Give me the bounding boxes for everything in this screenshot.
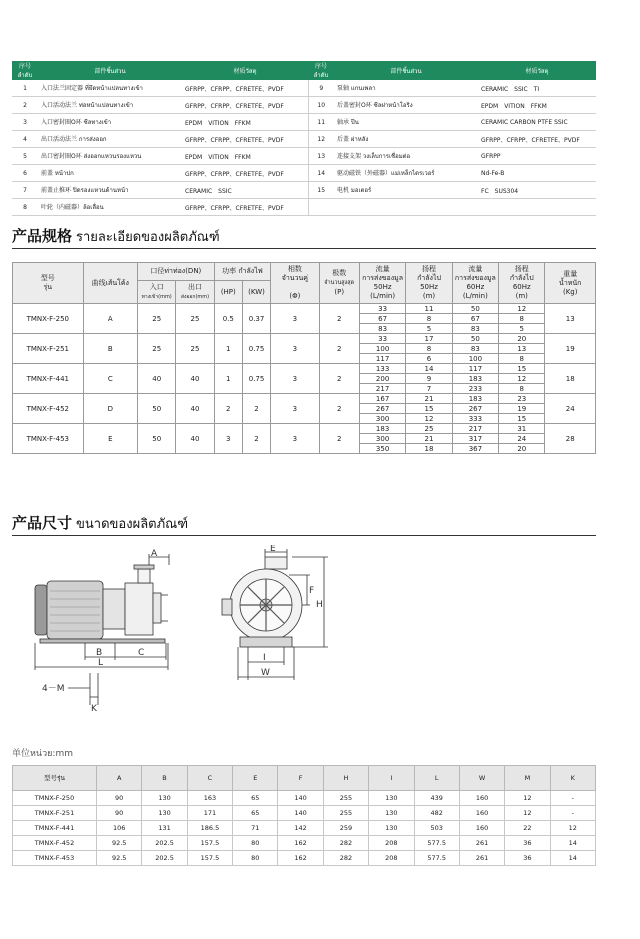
dims-model: TMNX-F-250 <box>13 791 97 806</box>
spec-flow-60hz: 100 <box>452 354 498 364</box>
spec-flow-60hz: 117 <box>452 364 498 374</box>
dims-header: H <box>323 766 368 791</box>
spec-head-50hz: 21 <box>406 434 452 444</box>
spec-kw: 0.75 <box>242 364 270 394</box>
table-row <box>12 182 596 199</box>
spec-flow-50hz: 267 <box>359 404 405 414</box>
dims-header: 型号รุ่น <box>13 766 97 791</box>
dims-value: 14 <box>550 836 595 851</box>
dims-value: 171 <box>187 806 232 821</box>
part-number: 15 <box>308 182 334 199</box>
spec-out: 25 <box>176 304 214 334</box>
spec-flow-60hz: 367 <box>452 444 498 454</box>
dims-value: 160 <box>459 821 504 836</box>
spec-kw: 0.37 <box>242 304 270 334</box>
part-number: 8 <box>12 199 38 216</box>
spec-hp: 1 <box>214 334 242 364</box>
part-material: GFRPP、CFRPP、CFRETFE、PVDF <box>182 97 308 114</box>
dims-value: 90 <box>97 791 142 806</box>
spec-header-flow60: 流量 การส่งของมูล 60Hz (L/min) <box>452 263 498 304</box>
dim-label-a: A <box>151 549 158 559</box>
empty-cell <box>308 199 334 216</box>
spec-head-50hz: 15 <box>406 404 452 414</box>
dims-value: 12 <box>550 821 595 836</box>
spec-flow-60hz: 183 <box>452 374 498 384</box>
spec-model: TMNX-F-250 <box>13 304 84 334</box>
part-number: 10 <box>308 97 334 114</box>
spec-header-curve: 曲线เส้นโค้ง <box>83 263 137 304</box>
dims-value: 160 <box>459 806 504 821</box>
spec-weight: 18 <box>545 364 596 394</box>
spec-head-60hz: 13 <box>499 344 545 354</box>
spec-head-50hz: 17 <box>406 334 452 344</box>
spec-header-dn: 口径ท่าท่อง(DN) <box>138 263 215 281</box>
spec-in: 50 <box>138 394 176 424</box>
spec-head-60hz: 12 <box>499 374 545 384</box>
spec-model: TMNX-F-452 <box>13 394 84 424</box>
spec-head-60hz: 31 <box>499 424 545 434</box>
table-row <box>13 806 596 821</box>
part-name: 轴承 ปีน <box>334 114 478 131</box>
spec-header-hp: (HP) <box>214 281 242 304</box>
spec-flow-50hz: 100 <box>359 344 405 354</box>
part-material: GFRPP、CFRPP、CFRETFE、PVDF <box>182 165 308 182</box>
dims-value: 186.5 <box>187 821 232 836</box>
spec-head-50hz: 6 <box>406 354 452 364</box>
part-number: 11 <box>308 114 334 131</box>
part-material: FC SUS304 <box>478 182 596 199</box>
spec-head-60hz: 20 <box>499 334 545 344</box>
spec-weight: 24 <box>545 394 596 424</box>
spec-pole: 2 <box>319 424 359 454</box>
dims-value: 202.5 <box>142 836 187 851</box>
dims-value: 130 <box>369 791 414 806</box>
spec-head-50hz: 5 <box>406 324 452 334</box>
dims-value: 106 <box>97 821 142 836</box>
spec-out: 40 <box>176 394 214 424</box>
spec-head-60hz: 20 <box>499 444 545 454</box>
spec-model: TMNX-F-251 <box>13 334 84 364</box>
dims-table <box>12 765 596 866</box>
empty-cell <box>334 199 478 216</box>
dims-header: C <box>187 766 232 791</box>
spec-row <box>13 304 596 314</box>
header-part: 部件ชิ้นส่วน <box>334 61 478 80</box>
spec-flow-60hz: 83 <box>452 324 498 334</box>
dims-value: 577.5 <box>414 836 459 851</box>
spec-out: 40 <box>176 424 214 454</box>
part-number: 9 <box>308 80 334 97</box>
spec-flow-50hz: 300 <box>359 434 405 444</box>
part-name: 后盖密封O环 ซีลฝาหน้าโอริง <box>334 97 478 114</box>
side-view <box>35 549 169 714</box>
spec-flow-60hz: 83 <box>452 344 498 354</box>
spec-pole: 2 <box>319 334 359 364</box>
spec-flow-50hz: 217 <box>359 384 405 394</box>
spec-head-50hz: 8 <box>406 344 452 354</box>
spec-head-60hz: 15 <box>499 414 545 424</box>
table-row <box>13 836 596 851</box>
dims-value: 255 <box>323 806 368 821</box>
part-name: 前盖 หน้าปก <box>38 165 182 182</box>
part-number: 12 <box>308 131 334 148</box>
spec-flow-60hz: 183 <box>452 394 498 404</box>
dims-value: 130 <box>369 821 414 836</box>
spec-in: 40 <box>138 364 176 394</box>
spec-pole: 2 <box>319 304 359 334</box>
spec-table <box>12 262 596 454</box>
part-name: 入口活动法兰 ท่อหน้าแปลนทางเข้า <box>38 97 182 114</box>
spec-flow-60hz: 50 <box>452 334 498 344</box>
dims-value: 71 <box>233 821 278 836</box>
dims-value: 92.5 <box>97 836 142 851</box>
dims-value: 160 <box>459 791 504 806</box>
spec-head-60hz: 8 <box>499 314 545 324</box>
spec-head-50hz: 8 <box>406 314 452 324</box>
part-material: GFRPP、CFRPP、CFRETFE、PVDF <box>182 131 308 148</box>
part-name: 电机 มอเตอร์ <box>334 182 478 199</box>
spec-curve: A <box>83 304 137 334</box>
spec-flow-50hz: 33 <box>359 304 405 314</box>
dims-value: 162 <box>278 836 323 851</box>
spec-flow-50hz: 167 <box>359 394 405 404</box>
dims-header: B <box>142 766 187 791</box>
parts-header-row <box>12 61 596 80</box>
part-number: 3 <box>12 114 38 131</box>
header-part: 部件ชิ้นส่วน <box>38 61 182 80</box>
part-number: 14 <box>308 165 334 182</box>
dims-value: 140 <box>278 791 323 806</box>
table-row <box>13 821 596 836</box>
dims-value: 22 <box>505 821 550 836</box>
spec-head-60hz: 19 <box>499 404 545 414</box>
spec-kw: 0.75 <box>242 334 270 364</box>
part-material: GFRPP、CFRPP、CFRETFE、PVDF <box>478 131 596 148</box>
dims-value: 282 <box>323 836 368 851</box>
spec-flow-50hz: 300 <box>359 414 405 424</box>
spec-model: TMNX-F-453 <box>13 424 84 454</box>
spec-head-60hz: 8 <box>499 384 545 394</box>
spec-header-weight: 重量 น้ำหนัก (Kg) <box>545 263 596 304</box>
section-divider <box>12 248 596 249</box>
header-no: 序号ลำดับ <box>308 61 334 80</box>
pump-dimension-drawing <box>10 545 350 715</box>
dims-header: M <box>505 766 550 791</box>
spec-hp: 2 <box>214 394 242 424</box>
part-material: CERAMIC SSIC <box>182 182 308 199</box>
table-row <box>13 791 596 806</box>
part-name: 出口密封圈O环 ส่งออกแหวนรองแหวน <box>38 148 182 165</box>
dims-value: 157.5 <box>187 851 232 866</box>
dims-value: 162 <box>278 851 323 866</box>
part-name: 驱动磁铁（外磁器）แม่เหล็กไดรเวอร์ <box>334 165 478 182</box>
spec-flow-60hz: 317 <box>452 434 498 444</box>
spec-head-50hz: 12 <box>406 414 452 424</box>
dims-value: 12 <box>505 806 550 821</box>
spec-hp: 0.5 <box>214 304 242 334</box>
spec-in: 25 <box>138 304 176 334</box>
spec-curve: B <box>83 334 137 364</box>
spec-curve: D <box>83 394 137 424</box>
part-number: 4 <box>12 131 38 148</box>
dim-label-h: H <box>316 600 323 610</box>
dims-header: E <box>233 766 278 791</box>
spec-hp: 1 <box>214 364 242 394</box>
part-name: 出口活动法兰 การส่งออก <box>38 131 182 148</box>
dims-value: 282 <box>323 851 368 866</box>
spec-head-50hz: 7 <box>406 384 452 394</box>
spec-head-50hz: 9 <box>406 374 452 384</box>
spec-curve: C <box>83 364 137 394</box>
spec-phase: 3 <box>271 364 319 394</box>
dims-value: 80 <box>233 851 278 866</box>
table-row <box>12 165 596 182</box>
dims-value: 261 <box>459 836 504 851</box>
dims-value: 439 <box>414 791 459 806</box>
dims-header: A <box>97 766 142 791</box>
spec-header-outlet: 出口 ส่งออก(mm) <box>176 281 214 304</box>
dims-value: 202.5 <box>142 851 187 866</box>
spec-out: 40 <box>176 364 214 394</box>
spec-header-model: 型号 รุ่น <box>13 263 84 304</box>
spec-head-60hz: 15 <box>499 364 545 374</box>
table-row <box>12 148 596 165</box>
table-row <box>12 97 596 114</box>
dims-model: TMNX-F-452 <box>13 836 97 851</box>
spec-head-50hz: 14 <box>406 364 452 374</box>
dims-header: K <box>550 766 595 791</box>
dims-value: 259 <box>323 821 368 836</box>
dim-label-c: C <box>138 648 145 658</box>
table-row <box>12 80 596 97</box>
dim-label-k: K <box>91 704 97 714</box>
dim-label-i: I <box>263 653 266 663</box>
unit-label: 单位หน่วย:mm <box>12 749 73 759</box>
dims-value: 130 <box>142 791 187 806</box>
part-name: 叶轮（内磁器）ล้อเลื่อน <box>38 199 182 216</box>
spec-title <box>12 225 220 247</box>
dim-label-e: E <box>270 545 276 554</box>
spec-flow-50hz: 117 <box>359 354 405 364</box>
spec-row <box>13 364 596 374</box>
part-number: 13 <box>308 148 334 165</box>
spec-model: TMNX-F-441 <box>13 364 84 394</box>
dims-value: - <box>550 791 595 806</box>
spec-flow-50hz: 83 <box>359 324 405 334</box>
dims-value: 208 <box>369 851 414 866</box>
part-number: 2 <box>12 97 38 114</box>
part-name: 入口法兰固定器 ที่ยึดหน้าแปลนทางเข้า <box>38 80 182 97</box>
part-number: 5 <box>12 148 38 165</box>
dim-label-m: 4－M <box>42 684 65 694</box>
spec-phase: 3 <box>271 304 319 334</box>
spec-header-kw: (KW) <box>242 281 270 304</box>
spec-row <box>13 424 596 434</box>
part-material: GFRPP、CFRPP、CFRETFE、PVDF <box>182 199 308 216</box>
dim-label-b: B <box>96 648 103 658</box>
dims-model: TMNX-F-251 <box>13 806 97 821</box>
part-material: Nd-Fe-B <box>478 165 596 182</box>
spec-head-60hz: 8 <box>499 354 545 364</box>
spec-title-cn: 产品规格 <box>12 227 73 245</box>
spec-head-60hz: 23 <box>499 394 545 404</box>
part-material: CERAMIC CARBON PTFE SSIC <box>478 114 596 131</box>
spec-header-head60: 扬程 กำลังไป 60Hz (m) <box>499 263 545 304</box>
dims-value: 14 <box>550 851 595 866</box>
part-material: EPDM VITION FFKM <box>182 148 308 165</box>
spec-weight: 13 <box>545 304 596 334</box>
dims-value: 65 <box>233 791 278 806</box>
dims-model: TMNX-F-441 <box>13 821 97 836</box>
spec-row <box>13 334 596 344</box>
dims-value: 131 <box>142 821 187 836</box>
dims-title <box>12 512 188 534</box>
spec-flow-50hz: 183 <box>359 424 405 434</box>
section-divider <box>12 535 596 536</box>
spec-flow-60hz: 50 <box>452 304 498 314</box>
spec-head-50hz: 18 <box>406 444 452 454</box>
dims-value: 255 <box>323 791 368 806</box>
spec-head-50hz: 21 <box>406 394 452 404</box>
spec-header-pole: 极数 จำนวนสูงสุด (P) <box>319 263 359 304</box>
dims-value: 92.5 <box>97 851 142 866</box>
part-name: 入口密封圈O环 ซีลทางเข้า <box>38 114 182 131</box>
part-number: 7 <box>12 182 38 199</box>
dims-title-th: ขนาดของผลิตภัณฑ์ <box>76 517 189 532</box>
part-name: 泵轴 แกนเพลา <box>334 80 478 97</box>
dims-header: F <box>278 766 323 791</box>
table-row <box>12 199 596 216</box>
spec-flow-50hz: 133 <box>359 364 405 374</box>
dims-value: 503 <box>414 821 459 836</box>
spec-head-60hz: 12 <box>499 304 545 314</box>
dim-label-w: W <box>261 668 270 678</box>
spec-phase: 3 <box>271 334 319 364</box>
part-material: GFRPP <box>478 148 596 165</box>
part-name: 后盖 ฝาหลัง <box>334 131 478 148</box>
dims-value: 140 <box>278 806 323 821</box>
dims-value: 12 <box>505 791 550 806</box>
spec-phase: 3 <box>271 394 319 424</box>
dims-value: - <box>550 806 595 821</box>
spec-flow-60hz: 67 <box>452 314 498 324</box>
dims-header: I <box>369 766 414 791</box>
dims-value: 577.5 <box>414 851 459 866</box>
dims-value: 157.5 <box>187 836 232 851</box>
spec-flow-50hz: 33 <box>359 334 405 344</box>
front-view <box>222 545 328 680</box>
dims-title-cn: 产品尺寸 <box>12 514 73 532</box>
dims-value: 130 <box>142 806 187 821</box>
spec-header-inlet: 入口 ทางเข้า(mm) <box>138 281 176 304</box>
dims-value: 130 <box>369 806 414 821</box>
spec-weight: 28 <box>545 424 596 454</box>
dims-value: 208 <box>369 836 414 851</box>
spec-pole: 2 <box>319 394 359 424</box>
spec-header-head50: 扬程 กำลังไป 50Hz (m) <box>406 263 452 304</box>
part-material: CERAMIC SSIC TI <box>478 80 596 97</box>
part-number: 6 <box>12 165 38 182</box>
dims-header: L <box>414 766 459 791</box>
header-material: 材质วัสดุ <box>182 61 308 80</box>
dims-value: 482 <box>414 806 459 821</box>
spec-phase: 3 <box>271 424 319 454</box>
header-material: 材质วัสดุ <box>478 61 596 80</box>
part-material: EPDM VITION FFKM <box>478 97 596 114</box>
spec-header-power: 功率 กำลังไฟ <box>214 263 270 281</box>
spec-kw: 2 <box>242 424 270 454</box>
spec-head-60hz: 5 <box>499 324 545 334</box>
spec-row <box>13 394 596 404</box>
spec-hp: 3 <box>214 424 242 454</box>
spec-pole: 2 <box>319 364 359 394</box>
dims-value: 36 <box>505 836 550 851</box>
table-row <box>13 851 596 866</box>
table-row <box>12 131 596 148</box>
spec-kw: 2 <box>242 394 270 424</box>
spec-flow-50hz: 350 <box>359 444 405 454</box>
dims-value: 163 <box>187 791 232 806</box>
parts-table <box>12 61 596 216</box>
spec-in: 25 <box>138 334 176 364</box>
spec-title-th: รายละเอียดของผลิตภัณฑ์ <box>76 230 220 245</box>
dims-value: 80 <box>233 836 278 851</box>
spec-header-phase: 相数 จำนวนคู่ (Φ) <box>271 263 319 304</box>
dims-value: 261 <box>459 851 504 866</box>
spec-flow-60hz: 217 <box>452 424 498 434</box>
spec-out: 25 <box>176 334 214 364</box>
dims-value: 142 <box>278 821 323 836</box>
dim-label-l: L <box>98 658 104 668</box>
part-name: 连接支架 วงเล็บการเชื่อมต่อ <box>334 148 478 165</box>
part-material: EPDM VITION FFKM <box>182 114 308 131</box>
empty-cell <box>478 199 596 216</box>
header-no: 序号ลำดับ <box>12 61 38 80</box>
table-row <box>12 114 596 131</box>
spec-flow-60hz: 267 <box>452 404 498 414</box>
spec-weight: 19 <box>545 334 596 364</box>
dims-value: 90 <box>97 806 142 821</box>
part-name: 前盖止推环 ปิดรองแหวนด้านหน้า <box>38 182 182 199</box>
dim-label-f: F <box>309 586 315 596</box>
spec-in: 50 <box>138 424 176 454</box>
spec-header-flow50: 流量 การส่งของมูล 50Hz (L/min) <box>359 263 405 304</box>
spec-curve: E <box>83 424 137 454</box>
spec-flow-50hz: 67 <box>359 314 405 324</box>
dims-value: 36 <box>505 851 550 866</box>
dims-value: 65 <box>233 806 278 821</box>
dims-header: W <box>459 766 504 791</box>
spec-head-60hz: 24 <box>499 434 545 444</box>
spec-flow-50hz: 200 <box>359 374 405 384</box>
spec-flow-60hz: 233 <box>452 384 498 394</box>
part-number: 1 <box>12 80 38 97</box>
part-material: GFRPP、CFRPP、CFRETFE、PVDF <box>182 80 308 97</box>
spec-head-50hz: 11 <box>406 304 452 314</box>
spec-head-50hz: 25 <box>406 424 452 434</box>
spec-flow-60hz: 333 <box>452 414 498 424</box>
dims-model: TMNX-F-453 <box>13 851 97 866</box>
